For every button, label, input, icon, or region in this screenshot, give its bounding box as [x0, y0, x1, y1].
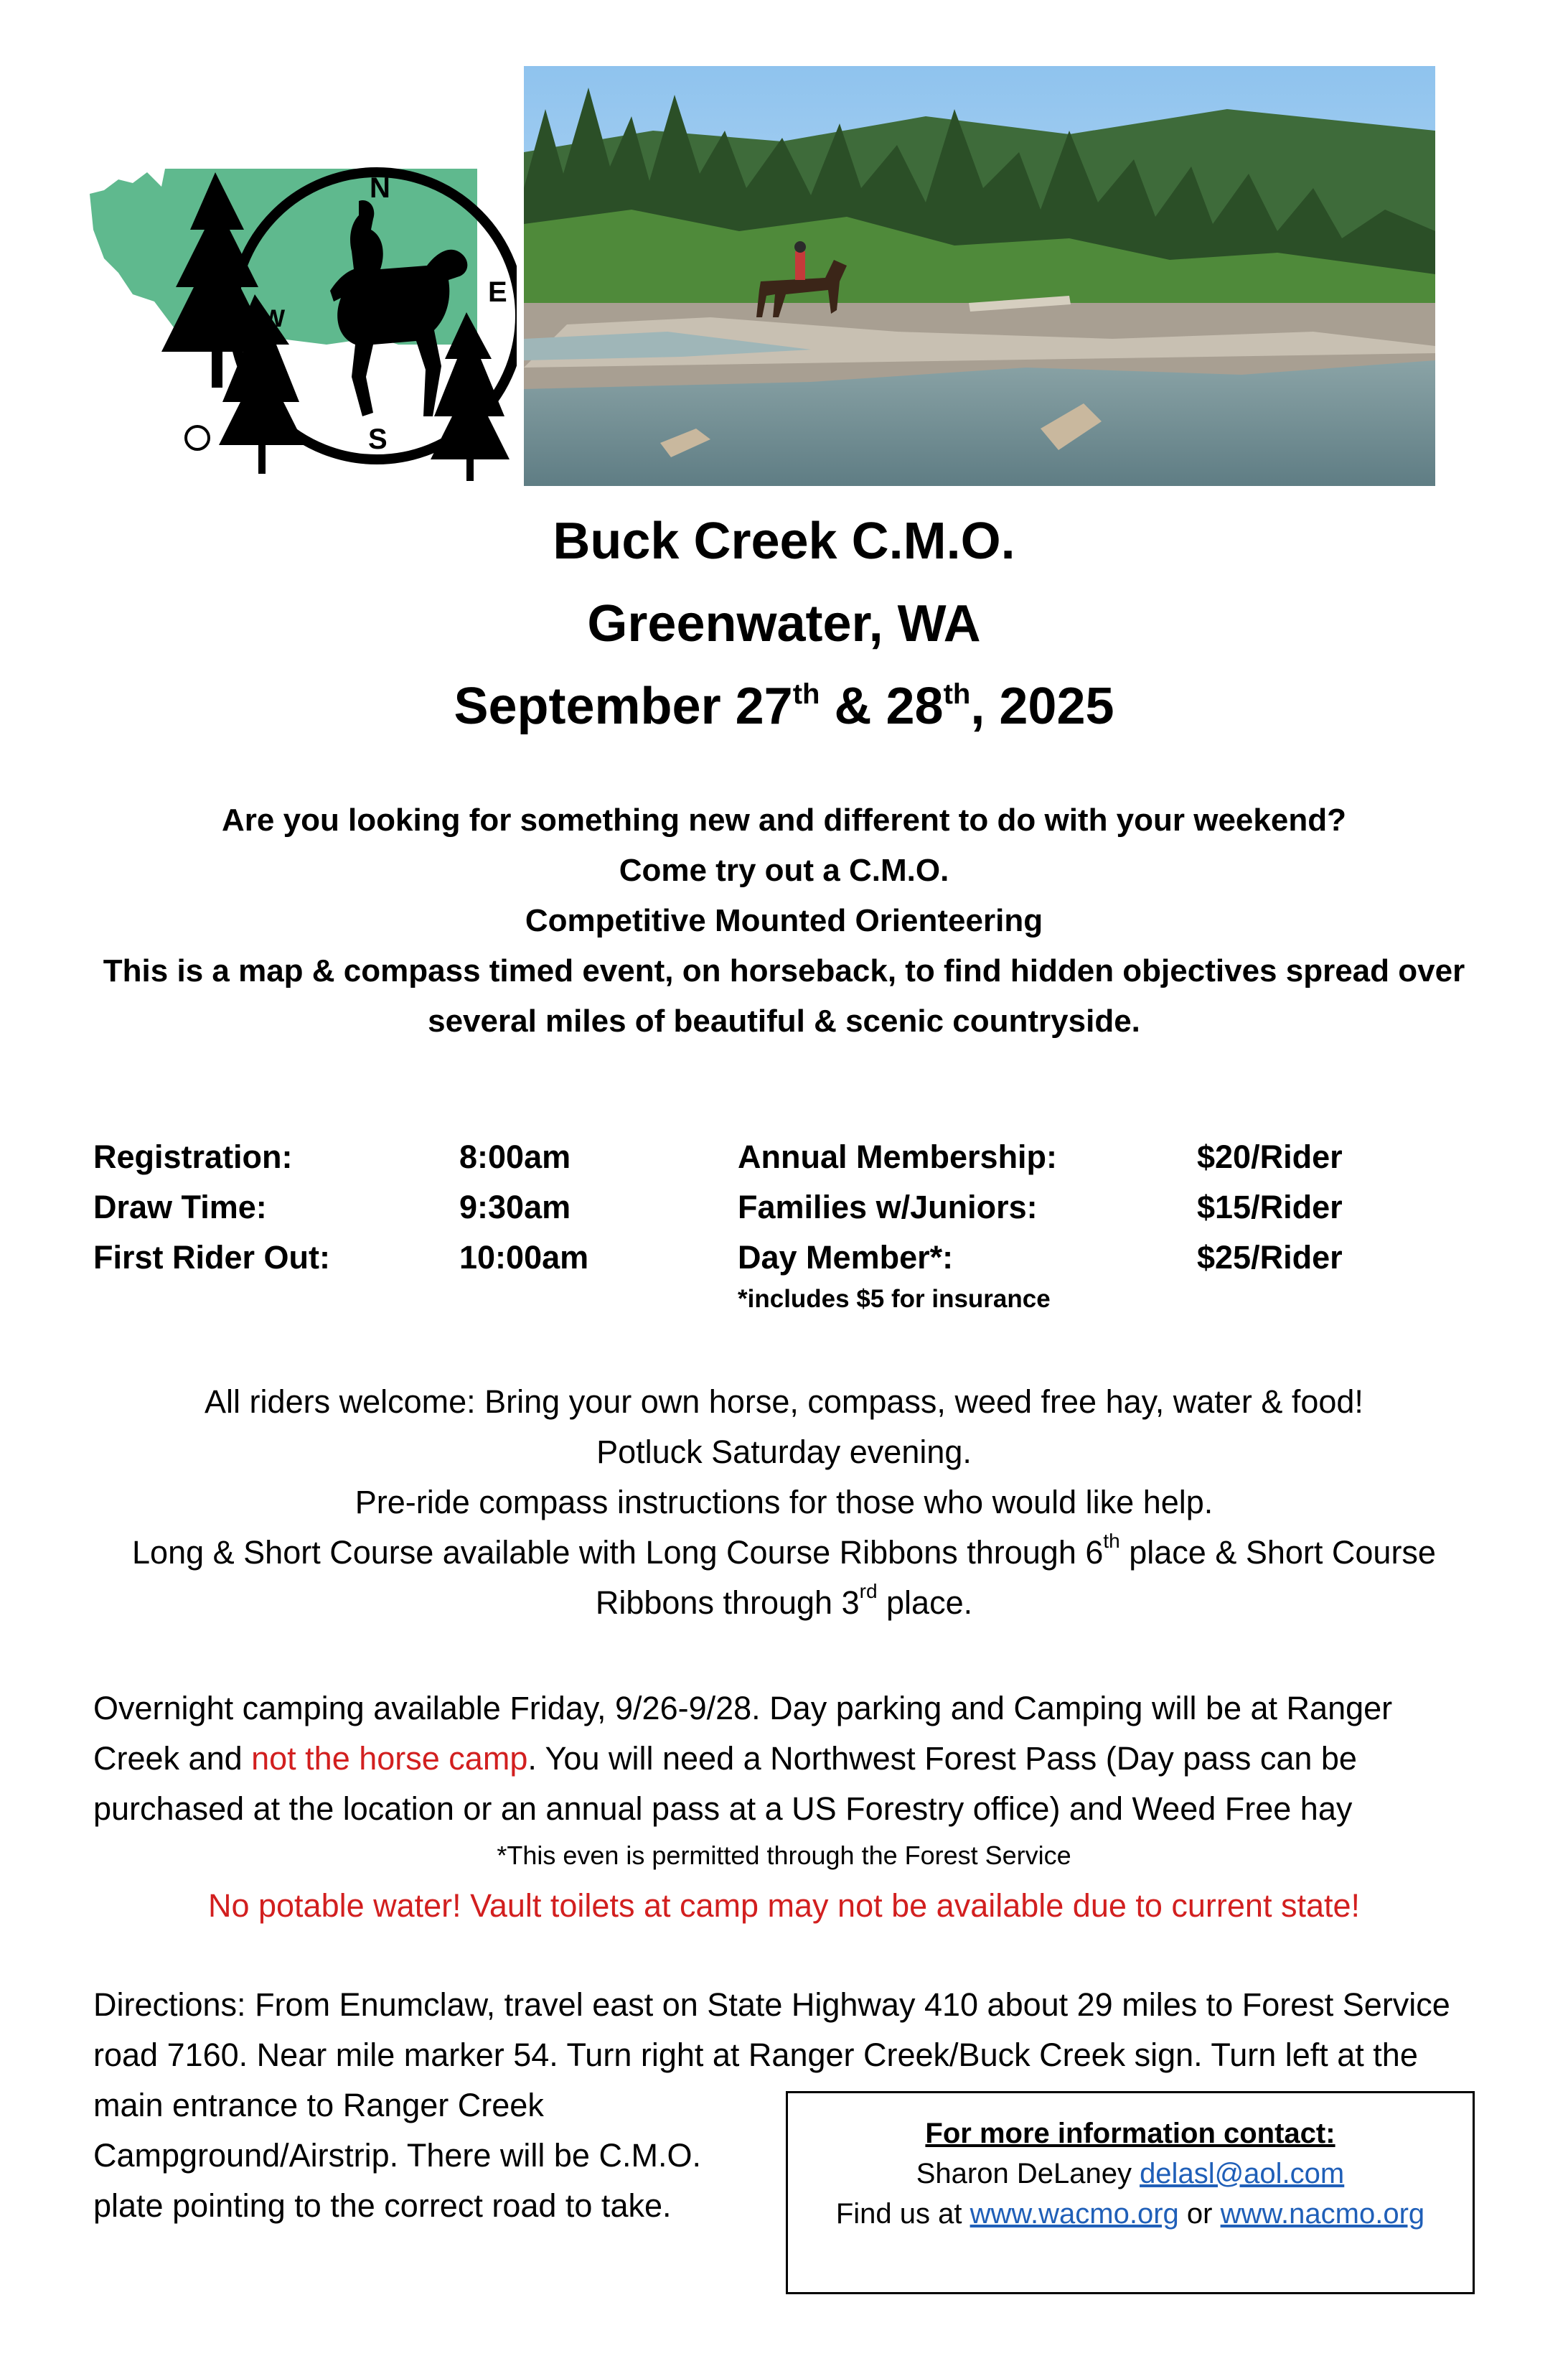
fee-note: *includes $5 for insurance	[738, 1285, 1051, 1313]
schedule-label: Registration:	[93, 1139, 293, 1175]
event-location: Greenwater, WA	[587, 595, 981, 653]
directions-line: road 7160. Near mile marker 54. Turn right at Ranger Creek/Buck Creek sign. Turn left at the	[93, 2037, 1418, 2073]
camping-paragraph	[93, 1683, 1485, 1834]
camping-line: Creek and not the horse camp. You will need a Northwest Forest Pass (Day pass can be	[93, 1740, 1357, 1777]
river-horse-photo	[524, 66, 1435, 486]
compass-letter-e: E	[488, 276, 507, 308]
fee-price: $20/Rider	[1197, 1139, 1343, 1175]
contact-email-link[interactable]: delasl@aol.com	[1140, 2158, 1345, 2189]
contact-websites: Find us at www.wacmo.org or www.nacmo.org	[835, 2198, 1425, 2230]
intro-line: Come try out a C.M.O.	[619, 853, 949, 888]
schedule-time: 10:00am	[459, 1239, 589, 1276]
compass-letter-s: S	[368, 424, 388, 455]
directions-line: Campground/Airstrip. There will be C.M.O.	[93, 2137, 701, 2174]
water-warning: No potable water! Vault toilets at camp may not be available due to current state!	[207, 1887, 1361, 1924]
contact-heading: For more information contact:	[925, 2118, 1335, 2149]
fee-label: Day Member*:	[738, 1239, 954, 1276]
welcome-line: Potluck Saturday evening.	[596, 1434, 972, 1470]
schedule-label: Draw Time:	[93, 1189, 267, 1225]
welcome-line: All riders welcome: Bring your own horse, compass, weed free hay, water & food!	[205, 1383, 1363, 1420]
intro-line: several miles of beautiful & scenic countryside.	[428, 1004, 1140, 1039]
compass-letter-n: N	[370, 172, 390, 204]
welcome-line: Pre-ride compass instructions for those who would like help.	[355, 1484, 1213, 1520]
compass-letter-w: W	[262, 305, 286, 332]
wacmo-link[interactable]: www.wacmo.org	[970, 2198, 1179, 2230]
welcome-line: Ribbons through 3rd place.	[595, 1580, 973, 1621]
schedule-label: First Rider Out:	[93, 1239, 331, 1276]
intro-paragraph	[72, 795, 1496, 1047]
schedule-time: 9:30am	[459, 1189, 571, 1225]
camping-line: Overnight camping available Friday, 9/26-9/28. Day parking and Camping will be at Ranger	[93, 1690, 1393, 1726]
schedule-time: 8:00am	[459, 1139, 571, 1175]
permit-note: *This even is permitted through the Forest Service	[497, 1841, 1071, 1870]
wacmo-logo	[90, 129, 517, 481]
welcome-paragraph	[72, 1377, 1496, 1628]
event-date: September 27th & 28th, 2025	[454, 678, 1114, 735]
directions-line: plate pointing to the correct road to take.	[93, 2187, 672, 2224]
fee-price: $15/Rider	[1197, 1189, 1343, 1225]
schedule-times	[459, 1132, 588, 1283]
intro-line: Are you looking for something new and different to do with your weekend?	[222, 803, 1346, 838]
intro-line: This is a map & compass timed event, on horseback, to find hidden objectives spread over	[103, 953, 1465, 988]
registered-mark-icon	[186, 426, 209, 449]
fee-label: Families w/Juniors:	[738, 1189, 1038, 1225]
directions-line: main entrance to Ranger Creek	[93, 2087, 544, 2123]
fee-price: $25/Rider	[1197, 1239, 1343, 1276]
fee-labels	[738, 1132, 1057, 1283]
schedule-labels	[93, 1132, 330, 1283]
fee-label: Annual Membership:	[738, 1139, 1058, 1175]
contact-box	[786, 2091, 1475, 2294]
event-title: Buck Creek C.M.O.	[553, 513, 1015, 570]
rider-icon	[795, 251, 805, 280]
welcome-line: Long & Short Course available with Long Course Ribbons through 6th place & Short Course	[132, 1530, 1436, 1571]
fee-prices	[1197, 1132, 1343, 1283]
intro-line: Competitive Mounted Orienteering	[525, 903, 1043, 938]
directions-line: Directions: From Enumclaw, travel east on State Highway 410 about 29 miles to Forest Service	[93, 1986, 1450, 2023]
nacmo-link[interactable]: www.nacmo.org	[1220, 2198, 1425, 2230]
contact-person: Sharon DeLaney delasl@aol.com	[916, 2158, 1345, 2189]
camping-line: purchased at the location or an annual pass at a US Forestry office) and Weed Free hay	[93, 1790, 1353, 1827]
horse-camp-warning: not the horse camp	[251, 1740, 528, 1777]
